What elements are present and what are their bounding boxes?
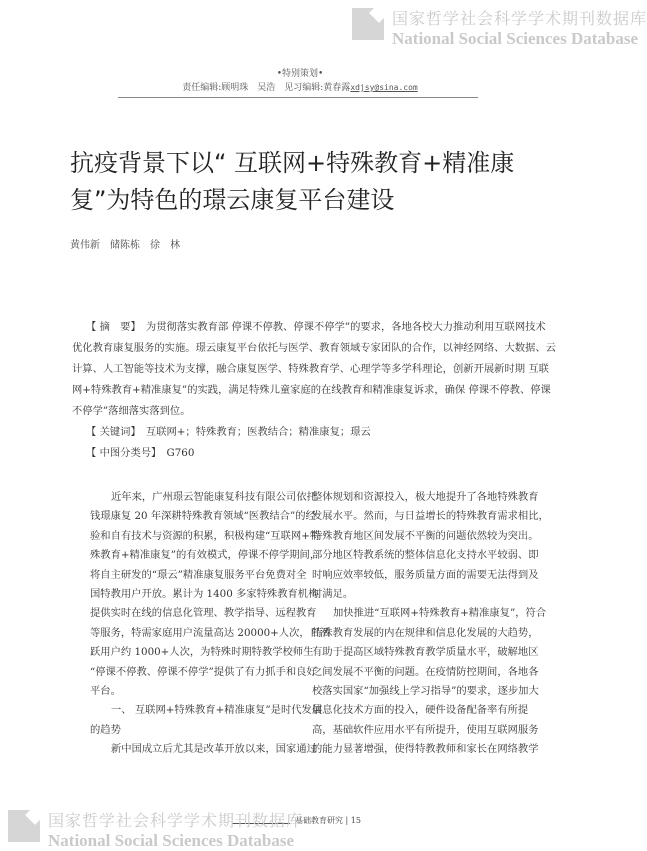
- watermark-top: [392, 6, 647, 49]
- section-label: •特别策划•: [276, 69, 324, 79]
- body-line: 特殊教育地区间发展不平衡的问题依然较为突出。: [312, 529, 539, 542]
- body-line: 加快推进“互联网+特殊教育+精准康复”，符合: [333, 607, 547, 620]
- body-line: 等服务，特需家庭用户流量高达 20000+人次，日活: [90, 626, 331, 639]
- body-line: 发展水平。然而，与日益增长的特殊教育需求相比，: [312, 510, 549, 523]
- body-line: 平台。: [90, 684, 121, 697]
- classification-number: 【 中图分类号】 G760: [86, 447, 195, 459]
- body-line: 之间发展不平衡的问题。在疫情防控期间，各地各: [312, 665, 539, 678]
- abstract-line: 【 摘 要】 为贯彻落实教育部 停课不停教、停课不停学”的要求，各地各校大力推动利用互联网技术: [86, 321, 546, 333]
- authors: 黄伟新 储陈栋 徐 林: [70, 240, 180, 251]
- abstract-line: 计算、人工智能等技术为支撑，融合康复医学、特殊教育学、心理学等多学科理论，创新开展新时期 互联: [72, 363, 549, 375]
- body-line: 跃用户约 1000+人次，为特殊时期特教学校师生: [90, 646, 314, 659]
- body-line: 高，基础软件应用水平有所提升，使用互联网服务: [312, 723, 539, 736]
- body-line: 提供实时在线的信息化管理、教学指导、远程教育: [90, 607, 317, 620]
- body-line: 钱璟康复 20 年深耕特殊教育领域“医教结合”的经: [90, 510, 316, 523]
- keywords: 【 关键词】 互联网+；特殊教育；医教结合；精准康复；璟云: [86, 426, 371, 438]
- database-logo-icon: [352, 8, 384, 40]
- abstract-line: 优化教育康复服务的实施。璟云康复平台依托与医学、教育领域专家团队的合作，以神经网络、大数据、云: [72, 342, 556, 354]
- watermark-cn: 国家哲学社会科学学术期刊数据库: [392, 9, 647, 28]
- page-footer: 基础教育研究 | 15: [295, 816, 361, 825]
- article-title: [70, 145, 514, 219]
- body-line: 国特教用户开放。累计为 1400 多家特殊教育机构: [90, 587, 319, 600]
- section-heading-1: 一、 互联网+特殊教育+精准康复”是时代发展: [111, 704, 323, 717]
- body-line: 整体规划和资源投入，极大地提升了各地特殊教育: [312, 491, 539, 503]
- header-rule: [118, 97, 478, 98]
- body-line: 近年来，广州璟云智能康复科技有限公司依托: [111, 491, 317, 503]
- body-line: “停课不停教、停课不停学”提供了有力抓手和良好: [90, 665, 317, 678]
- body-line: 验和自有技术与资源的积累，积极构建“互联网+特: [90, 529, 321, 542]
- body-line: 信息化技术方面的投入，硬件设备配备率有所提: [312, 704, 529, 717]
- watermark-en: National Social Sciences Database: [48, 831, 295, 850]
- body-line: 有助于提高区域特殊教育教学质量水平，破解地区: [312, 646, 539, 659]
- watermark-bottom: [48, 808, 303, 851]
- body-line: 时响应效率较低，服务质量方面的需要无法得到及: [312, 568, 539, 581]
- body-line: 的能力显著增强，使得特教教师和家长在网络教学: [312, 743, 539, 756]
- section-heading-1-cont: 的趋势: [90, 723, 121, 736]
- watermark-cn: 国家哲学社会科学学术期刊数据库: [48, 811, 304, 830]
- editors: 责任编辑:顾明珠 吴浩 见习编辑:黄春露: [182, 83, 351, 93]
- body-line: 特殊教育发展的内在规律和信息化发展的大趋势，: [312, 626, 539, 639]
- body-line: 部分地区特教系统的整体信息化支持水平较弱、即: [312, 549, 539, 562]
- title-line-1: 抗疫背景下以“ 互联网+特殊教育+精准康: [70, 149, 515, 177]
- right-column: [312, 488, 549, 759]
- body-line: 殊教育+精准康复”的有效模式，停课不停学期间，: [90, 549, 321, 562]
- editors-line: [0, 80, 600, 93]
- abstract-line: 不停学”落细落实落到位。: [72, 405, 191, 417]
- database-logo-icon: [8, 810, 40, 842]
- body-line: 新中国成立后尤其是改革开放以来，国家通过: [111, 743, 317, 756]
- left-column: [90, 488, 330, 759]
- body-line: 将自主研发的“璟云”精准康复服务平台免费对全: [90, 568, 307, 581]
- abstract-line: 网+特殊教育+精准康复”的实践，满足特殊儿童家庭的在线教育和精准康复诉求，确保 停课不停教、停课: [72, 384, 551, 396]
- title-line-2: 复”为特色的璟云康复平台建设: [70, 186, 395, 214]
- editor-email[interactable]: xdjsy@sina.com: [350, 83, 418, 92]
- body-line: 校落实国家“加强线上学习指导”的要求，逐步加大: [312, 684, 539, 697]
- body-line: 时满足。: [312, 587, 354, 600]
- watermark-en: National Social Sciences Database: [392, 29, 639, 48]
